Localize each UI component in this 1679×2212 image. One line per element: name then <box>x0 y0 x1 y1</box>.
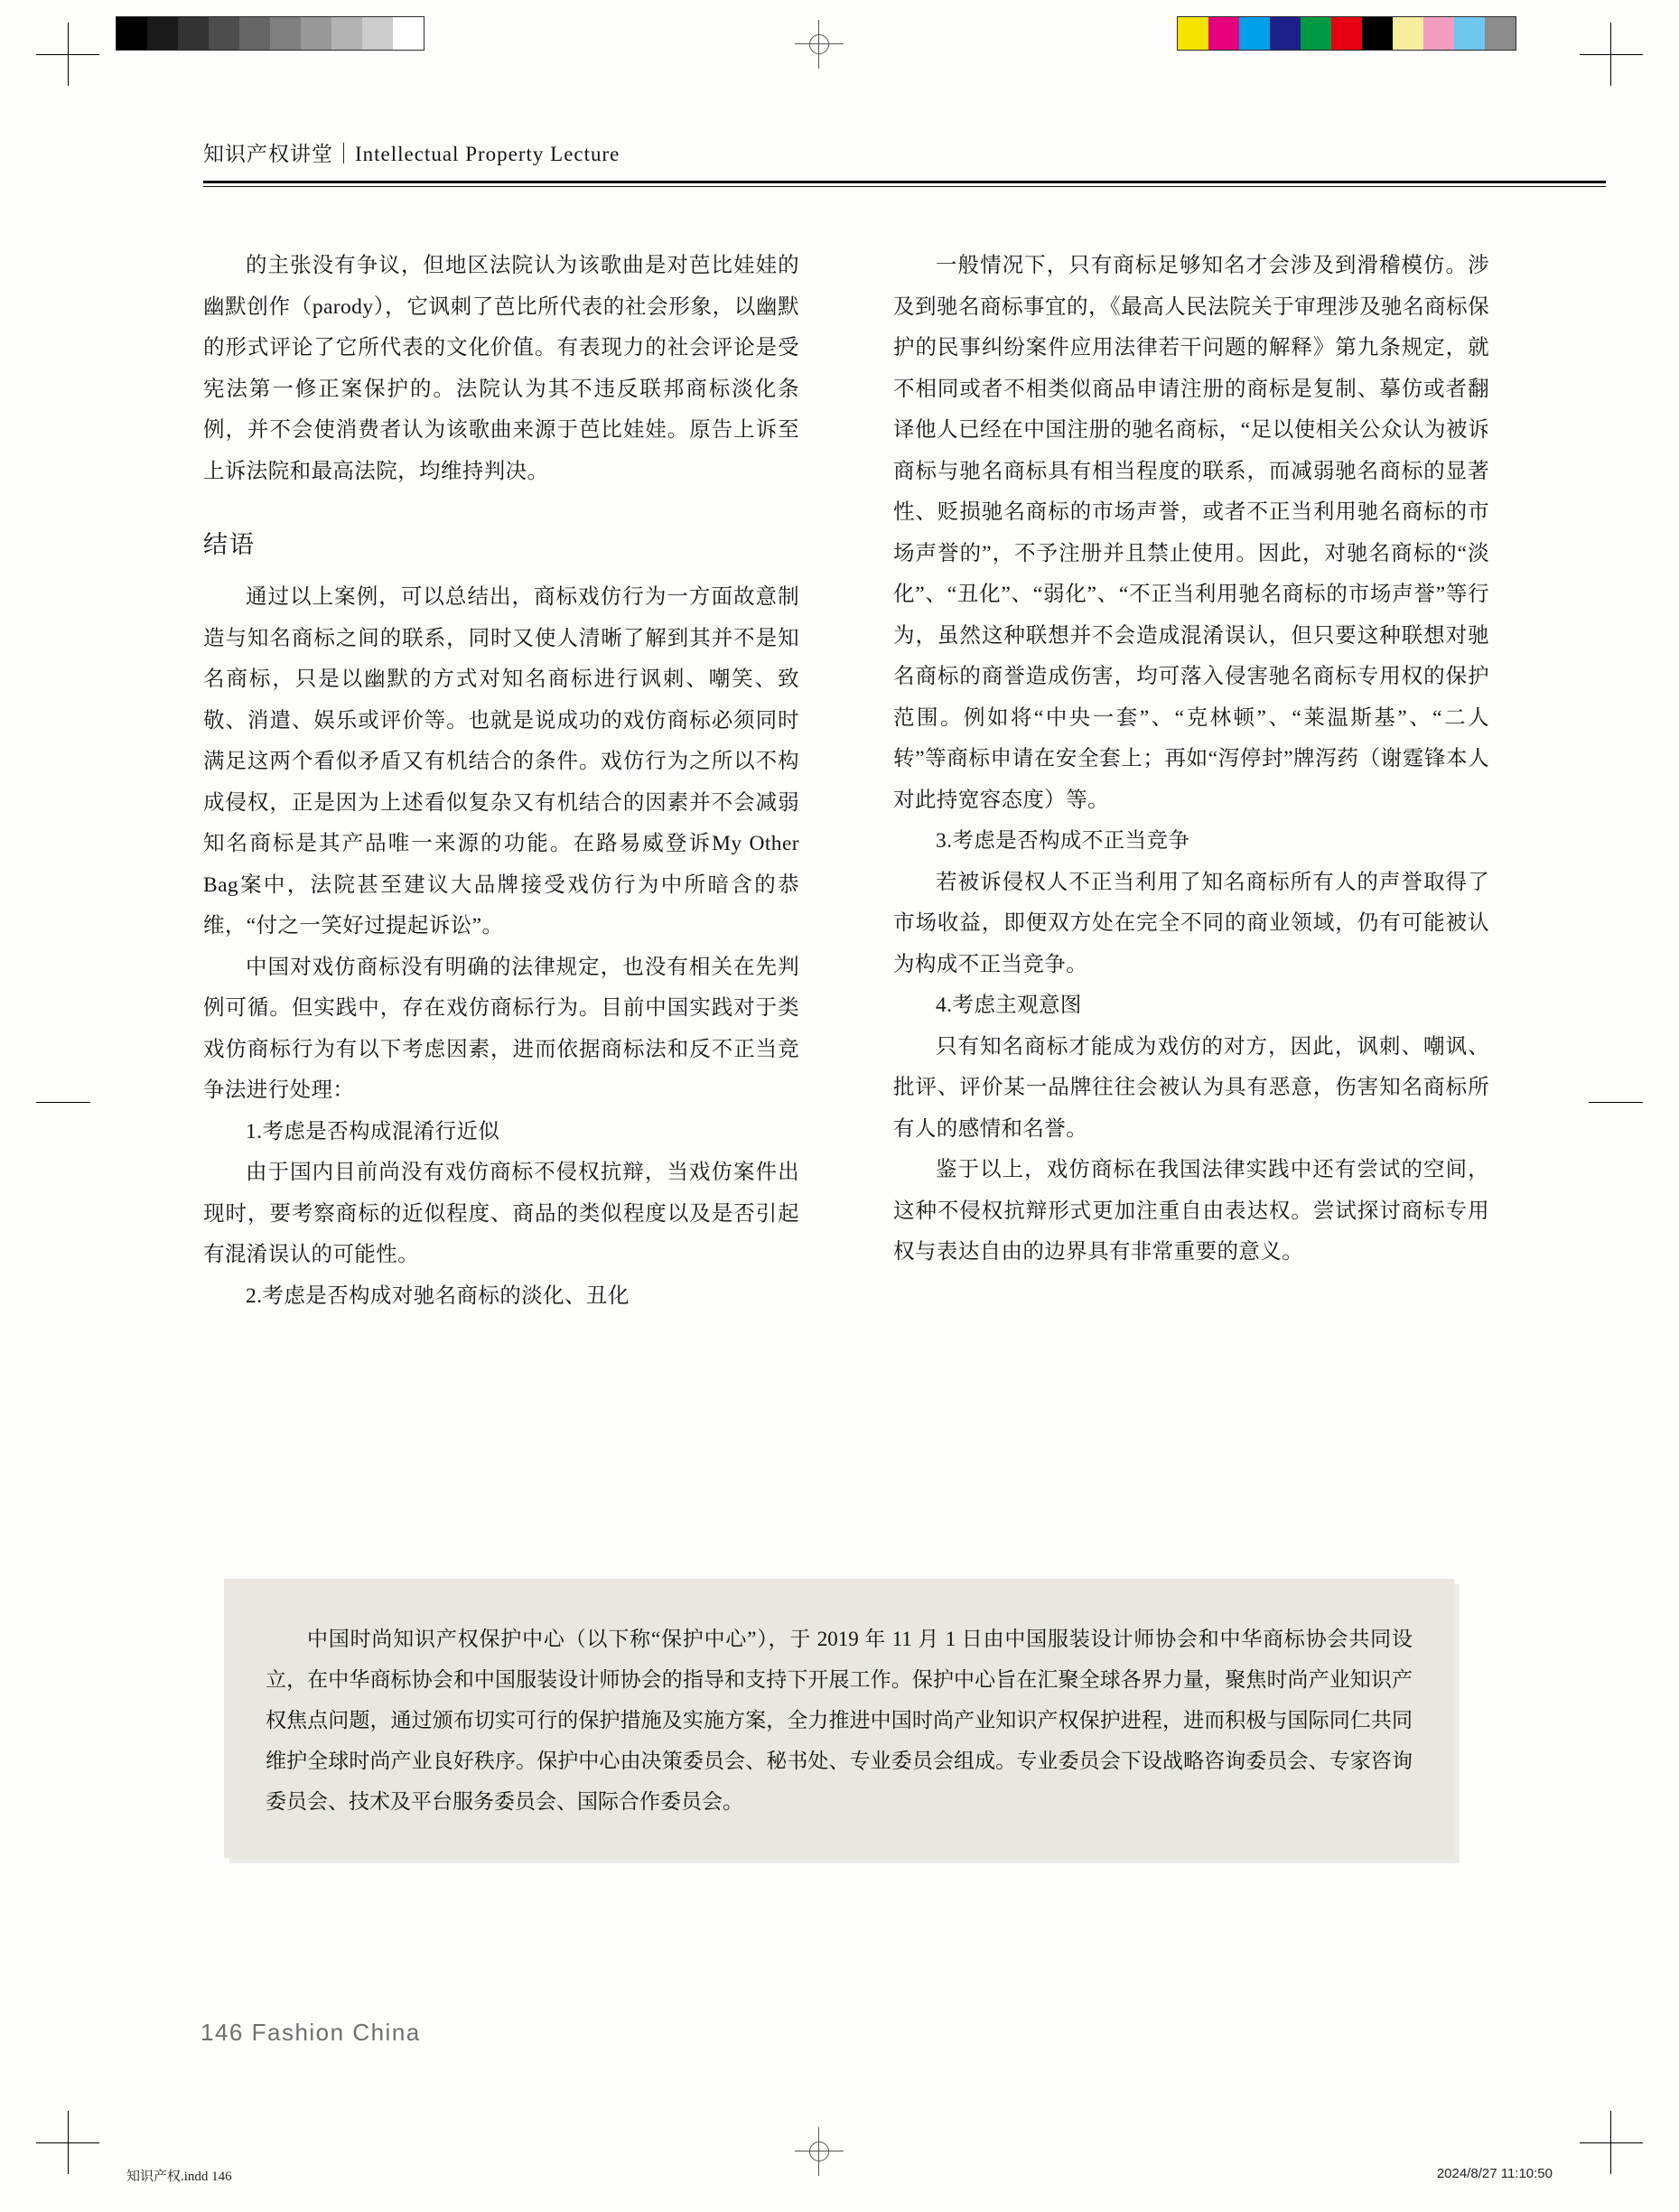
swatch <box>393 17 424 50</box>
swatch <box>117 17 147 50</box>
crop-mark-left-mid <box>36 1102 90 1103</box>
info-note-box <box>224 1579 1454 1858</box>
swatch <box>1331 17 1362 50</box>
page-title: 知识产权讲堂｜Intellectual Property Lecture <box>203 143 620 165</box>
registration-mark-top <box>795 20 844 69</box>
registration-mark-bottom <box>795 2127 844 2176</box>
page-folio: 146 Fashion China <box>201 2019 421 2046</box>
paragraph: 通过以上案例，可以总结出，商标戏仿行为一方面故意制造与知名商标之间的联系，同时又使人清晰了解到其并不是知名商标，只是以幽默的方式对知名商标进行讽刺、嘲笑、致敬、消遣、娱乐或评价等。也就是说成功的戏仿商标必须同时满足这两个看似矛盾又有机结合的条件。戏仿行为之所以不构成侵权，正是因为上述看似复杂又有机结合的因素并不会减弱知名商标是其产品唯一来源的功能。在路易威登诉My Other Bag案中，法院甚至建议大品牌接受戏仿行为中所暗含的恭维，“付之一笑好过提起诉讼”。 <box>203 585 799 938</box>
running-head <box>203 135 1490 193</box>
swatch <box>1393 17 1423 50</box>
paragraph: 3.考虑是否构成不正当竞争 <box>936 829 1190 853</box>
paragraph: 2.考虑是否构成对驰名商标的淡化、丑化 <box>246 1283 630 1308</box>
paragraph: 鉴于以上，戏仿商标在我国法律实践中还有尝试的空间，这种不侵权抗辩形式更加注重自由表达权。尝试探讨商标专用权与表达自由的边界具有非常重要的意义。 <box>893 1158 1489 1264</box>
crop-mark-bottom-right-v <box>1610 2111 1611 2174</box>
paragraph: 的主张没有争议，但地区法院认为该歌曲是对芭比娃娃的幽默创作（parody），它讽刺了芭比所代表的社会形象，以幽默的形式评论了它所代表的文化价值。有表现力的社会评论是受宪法第一修正案保护的。法院认为其不违反联邦商标淡化条例，并不会使消费者认为该歌曲来源于芭比娃娃。原告上诉至上诉法院和最高法院，均维持判决。 <box>203 254 799 483</box>
header-rule-thick <box>203 181 1606 183</box>
swatch <box>270 17 301 50</box>
swatch <box>1423 17 1454 50</box>
crop-mark-top-right-v <box>1610 23 1611 86</box>
crop-mark-bottom-left-v <box>68 2111 69 2174</box>
paragraph: 中国对戏仿商标没有明确的法律规定，也没有相关在先判例可循。但实践中，存在戏仿商标行为。目前中国实践对于类戏仿商标行为有以下考虑因素，进而依据商标法和反不正当竞争法进行处理： <box>203 955 799 1102</box>
swatch <box>1362 17 1393 50</box>
swatch <box>239 17 270 50</box>
paragraph: 由于国内目前尚没有戏仿商标不侵权抗辩，当戏仿案件出现时，要考察商标的近似程度、商品的类似程度以及是否引起有混淆误认的可能性。 <box>203 1161 799 1266</box>
swatch <box>1178 17 1208 50</box>
section-heading: 结语 <box>203 531 256 558</box>
swatch <box>331 17 362 50</box>
print-timestamp: 2024/8/27 11:10:50 <box>1436 2166 1553 2181</box>
print-file-name: 知识产权.indd 146 <box>126 2170 232 2184</box>
paragraph: 4.考虑主观意图 <box>936 994 1082 1017</box>
crop-mark-top-right-h <box>1580 54 1643 55</box>
swatch <box>1239 17 1270 50</box>
swatch <box>362 17 393 50</box>
swatch <box>1270 17 1301 50</box>
right-column <box>893 246 1489 1317</box>
color-calibration-bar <box>1177 16 1516 51</box>
crop-mark-bottom-right-h <box>1580 2142 1643 2143</box>
swatch <box>178 17 209 50</box>
swatch <box>147 17 178 50</box>
swatch <box>301 17 331 50</box>
paragraph: 一般情况下，只有商标足够知名才会涉及到滑稽模仿。涉及到驰名商标事宜的，《最高人民法院关于审理涉及驰名商标保护的民事纠纷案件应用法律若干问题的解释》第九条规定，就不相同或者不相类似商品申请注册的商标是复制、摹仿或者翻译他人已经在中国注册的驰名商标，“足以使相关公众认为被诉商标与驰名商标具有相当程度的联系，而减弱驰名商标的显著性、贬损驰名商标的市场声誉，或者不正当利用驰名商标的市场声誉的”，不予注册并且禁止使用。因此，对驰名商标的“淡化”、“丑化”、“弱化”、“不正当利用驰名商标的市场声誉”等行为，虽然这种联想并不会造成混淆误认，但只要这种联想对驰名商标的商誉造成伤害，均可落入侵害驰名商标专用权的保护范围。例如将“中央一套”、“克林顿”、“莱温斯基”、“二人转”等商标申请在安全套上；再如“泻停封”牌泻药（谢霆锋本人对此持宽容态度）等。 <box>893 254 1489 812</box>
swatch <box>1301 17 1331 50</box>
paragraph: 若被诉侵权人不正当利用了知名商标所有人的声誉取得了市场收益，即便双方处在完全不同的商业领域，仍有可能被认为构成不正当竞争。 <box>893 870 1489 976</box>
swatch <box>1208 17 1239 50</box>
left-column <box>203 246 799 1317</box>
header-rule-thin <box>203 186 1606 187</box>
swatch <box>1485 17 1516 50</box>
paragraph: 1.考虑是否构成混淆行近似 <box>246 1119 500 1143</box>
paragraph: 只有知名商标才能成为戏仿的对方，因此，讽刺、嘲讽、批评、评价某一品牌往往会被认为具有恶意，伤害知名商标所有人的感情和名誉。 <box>893 1034 1489 1141</box>
crop-mark-top-left-v <box>68 23 69 86</box>
grayscale-calibration-bar <box>116 16 424 51</box>
note-text: 中国时尚知识产权保护中心（以下称“保护中心”），于 2019 年 11 月 1 日由中国服装设计师协会和中华商标协会共同设立，在中华商标协会和中国服装设计师协会的指导和支持下开展工作。保护中心旨在汇聚全球各界力量，聚焦时尚产业知识产权焦点问题，通过颁布切实可行的保护措施及实施方案，全力推进中国时尚产业知识产权保护进程，进而积极与国际同仁共同维护全球时尚产业良好秩序。保护中心由决策委员会、秘书处、专业委员会组成。专业委员会下设战略咨询委员会、专家咨询委员会、技术及平台服务委员会、国际合作委员会。 <box>266 1628 1413 1813</box>
article-columns <box>203 246 1606 1317</box>
swatch <box>1454 17 1485 50</box>
swatch <box>209 17 239 50</box>
